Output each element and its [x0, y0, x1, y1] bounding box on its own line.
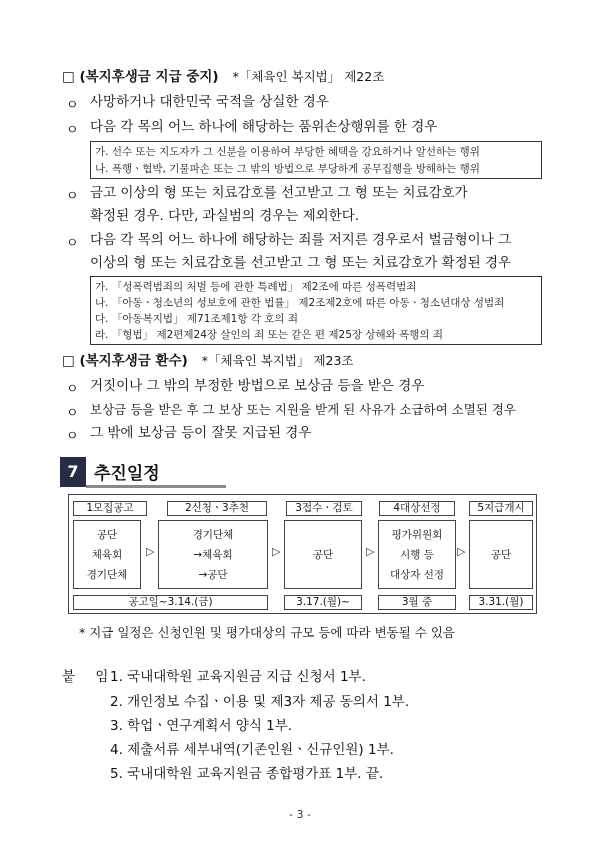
crime-item-c: 다. 「아동복지법」 제71조제1항 각 호의 죄: [95, 313, 299, 325]
date-4: 3.31.(월): [469, 595, 533, 610]
arrow-icon: ▷: [146, 545, 155, 558]
bullet-icon: ㅇ: [66, 429, 79, 444]
crime-box: [90, 276, 542, 345]
section7-underline: [86, 485, 226, 488]
bullet-icon: ㅇ: [66, 236, 79, 251]
attachment-2: 2. 개인정보 수집ㆍ이용 및 제3자 제공 동의서 1부.: [110, 694, 410, 710]
stage-label-4: 4대상선정: [379, 501, 455, 516]
page-number: - 3 -: [289, 808, 311, 821]
stage-cell-2: [158, 520, 268, 589]
crime-item-b: 나. 「아동ㆍ청소년의 성보호에 관한 법률」 제2조제2호에 따른 아동ㆍ청소년대상 성범죄: [95, 297, 505, 309]
cell-line: 경기단체: [192, 528, 234, 541]
section-refund-ref: *「체육인 복지법」 제23조: [201, 353, 354, 368]
stage-label-5: 5지급개시: [469, 501, 533, 516]
schedule-flow: [68, 494, 537, 614]
cell-line: →공단: [198, 568, 228, 581]
cell-line: 평가위원회: [391, 528, 443, 541]
refund-item-1: 거짓이나 그 밖의 부정한 방법으로 보상금 등을 받은 경우: [90, 378, 425, 394]
bullet-icon: ㅇ: [66, 382, 79, 397]
misconduct-box: [90, 141, 542, 179]
bullet-icon: ㅇ: [66, 123, 79, 138]
section7-number: 7: [60, 457, 86, 487]
attachment-4: 4. 제출서류 세부내역(기존인원ㆍ신규인원) 1부.: [110, 742, 394, 758]
misconduct-item-a: 가. 선수 또는 지도자가 그 신분을 이용하여 부당한 혜택을 강요하거나 알선하는 행위: [95, 146, 480, 158]
bullet-icon: ㅇ: [66, 189, 79, 204]
cell-line: 대상자 선정: [389, 568, 445, 581]
arrow-icon: ▷: [272, 545, 281, 558]
suspend-item-4-cont: 이상의 형 또는 치료감호를 선고받고 그 형 또는 치료감호가 확정된 경우: [90, 255, 512, 271]
misconduct-item-b: 나. 폭행ㆍ협박, 기물파손 또는 그 밖의 방법으로 부당하게 공무집행을 방해하는 행위: [95, 163, 480, 175]
section-suspend-ref: *「체육인 복지법」 제22조: [232, 69, 385, 84]
stage-label-2: 2신청ㆍ3추천: [167, 501, 267, 516]
suspend-item-3-cont: 확정된 경우. 다만, 과실범의 경우는 제외한다.: [90, 208, 360, 224]
section-suspend-title: [62, 68, 384, 86]
stage-cell-5: [469, 520, 533, 589]
section7-header: [60, 457, 190, 487]
stage-cell-3: [284, 520, 362, 589]
section-refund-heading: □ (복지후생금 환수): [62, 353, 188, 369]
schedule-note: * 지급 일정은 신청인원 및 평가대상의 규모 등에 따라 변동될 수 있음: [79, 625, 455, 640]
suspend-item-4: 다음 각 목의 어느 하나에 해당하는 죄를 저지른 경우로서 벌금형이나 그: [90, 232, 512, 248]
section-refund-title: [62, 352, 354, 370]
cell-line: 공단: [490, 548, 512, 561]
cell-line: 체육회: [91, 548, 123, 561]
bullet-icon: ㅇ: [66, 98, 79, 113]
arrow-icon: ▷: [366, 545, 375, 558]
stage-label-3: 3접수ㆍ검토: [286, 501, 362, 516]
bullet-icon: ㅇ: [66, 406, 79, 421]
suspend-item-2: 다음 각 목의 어느 하나에 해당하는 품위손상행위를 한 경우: [90, 119, 438, 135]
crime-item-a: 가. 「성폭력범죄의 처벌 등에 관한 특례법」 제2조에 따른 성폭력범죄: [95, 281, 417, 293]
section7-title: 추진일정: [94, 464, 160, 484]
stage-cell-1: [73, 520, 141, 589]
date-1: 공고일~3.14.(금): [73, 595, 268, 610]
attachment-3: 3. 학업ㆍ연구계획서 양식 1부.: [110, 718, 293, 734]
section-suspend-heading: □ (복지후생금 지급 중지): [62, 69, 219, 85]
arrow-icon: ▷: [457, 545, 466, 558]
cell-line: →체육회: [193, 548, 233, 561]
attachment-1: 1. 국내대학원 교육지원금 지급 신청서 1부.: [110, 669, 366, 685]
crime-item-d: 라. 「형법」 제2편제24장 살인의 죄 또는 같은 편 제25장 상해와 폭행의 죄: [95, 329, 444, 341]
cell-line: 공단: [96, 528, 118, 541]
refund-item-3: 그 밖에 보상금 등이 잘못 지급된 경우: [90, 425, 312, 441]
date-3: 3월 중: [378, 595, 456, 610]
stage-cell-4: [378, 520, 456, 589]
attachments-label: 붙 임: [62, 669, 117, 685]
attachment-5: 5. 국내대학원 교육지원금 종합평가표 1부. 끝.: [110, 766, 384, 782]
suspend-item-3: 금고 이상의 형 또는 치료감호를 선고받고 그 형 또는 치료감호가: [90, 185, 468, 201]
refund-item-2: 보상금 등을 받은 후 그 보상 또는 지원을 받게 된 사유가 소급하여 소멸된 경우: [90, 402, 516, 417]
cell-line: 시행 등: [400, 548, 434, 561]
cell-line: 공단: [312, 548, 334, 561]
stage-label-1: 1모집공고: [73, 501, 147, 516]
suspend-item-1: 사망하거나 대한민국 국적을 상실한 경우: [90, 94, 329, 110]
cell-line: 경기단체: [86, 568, 128, 581]
date-2: 3.17.(월)~: [284, 595, 362, 610]
